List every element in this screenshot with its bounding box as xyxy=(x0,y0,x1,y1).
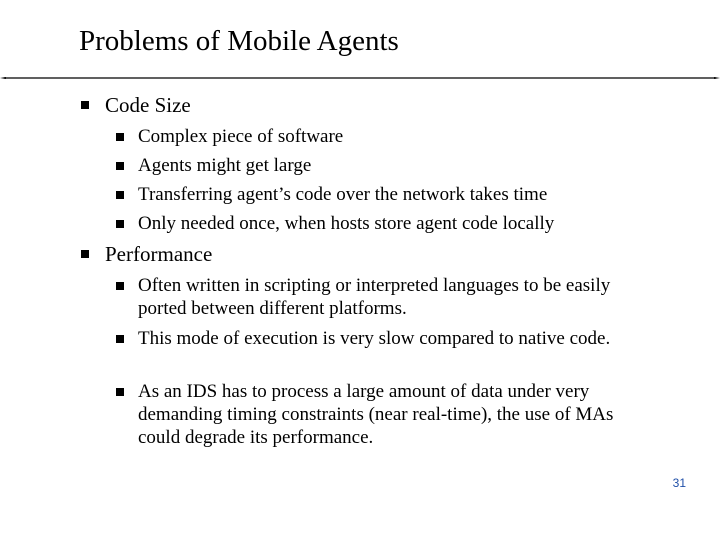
bullet-square-icon xyxy=(116,162,124,170)
sub-bullet xyxy=(114,154,674,177)
sub-bullet-text: Agents might get large xyxy=(138,155,312,176)
sub-bullet-text: This mode of execution is very slow compared to native code. xyxy=(138,328,611,349)
sub-bullet-text: Only needed once, when hosts store agent code locally xyxy=(138,213,555,234)
title-divider xyxy=(0,77,720,79)
bullet-square-icon xyxy=(116,220,124,228)
sub-bullet xyxy=(114,125,674,148)
sub-bullet xyxy=(114,380,654,449)
bullet-square-icon xyxy=(116,282,124,290)
bullet-square-icon xyxy=(116,133,124,141)
sub-bullet-text: As an IDS has to process a large amount of data under very demanding timing constraints (near real-time), the use of MAs could degrade its performance. xyxy=(138,381,614,448)
bullet-label: Performance xyxy=(105,242,213,266)
sub-bullet xyxy=(114,274,639,320)
sub-bullet xyxy=(114,212,674,235)
sub-bullet-text: Complex piece of software xyxy=(138,126,344,147)
bullet-label: Code Size xyxy=(105,93,191,117)
bullet-square-icon xyxy=(81,250,89,258)
sub-bullet xyxy=(114,327,639,350)
sub-bullet-text: Transferring agent’s code over the network takes time xyxy=(138,184,548,205)
bullet-square-icon xyxy=(116,335,124,343)
bullet-square-icon xyxy=(81,101,89,109)
sub-bullet-text: Often written in scripting or interpreted languages to be easily ported between different platforms. xyxy=(138,275,611,319)
bullet-square-icon xyxy=(116,191,124,199)
slide-title: Problems of Mobile Agents xyxy=(79,25,399,57)
sub-bullet xyxy=(114,183,674,206)
page-number: 31 xyxy=(672,476,686,490)
bullet-square-icon xyxy=(116,388,124,396)
